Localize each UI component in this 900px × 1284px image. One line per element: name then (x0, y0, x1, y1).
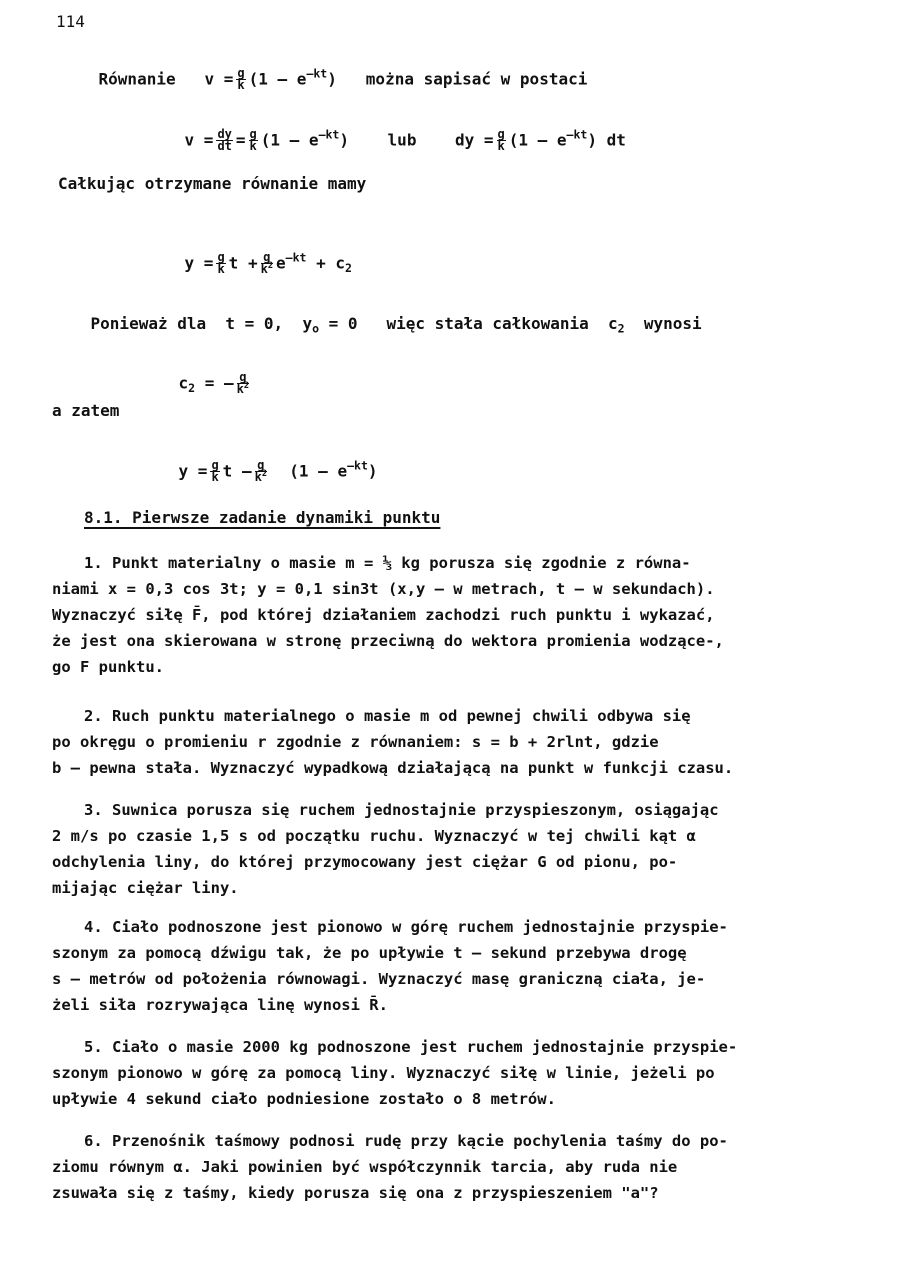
exponent: –kt (318, 127, 340, 142)
eq-paren: (1 – e (248, 69, 307, 89)
eq-t-minus: t – (222, 461, 252, 481)
exponent: –kt (347, 458, 368, 473)
problem-line: 2 m/s po czasie 1,5 s od początku ruchu. Wyznaczyć w tej chwili kąt α (52, 827, 696, 845)
integrating-text: Całkując otrzymane równanie mamy (58, 174, 367, 193)
problem-line: 2. Ruch punktu materialnego o masie m od pewnej chwili odbywa się (84, 707, 691, 725)
eq-paren: (1 – e (508, 130, 567, 150)
problem-line: 3. Suwnica porusza się ruchem jednostajnie przyspieszonym, osiągając (84, 801, 719, 819)
since-text: Ponieważ dla t = 0, y (90, 314, 313, 333)
problem-line: 1. Punkt materialny o masie m = ⅓ kg porusza się zgodnie z równa- (84, 554, 691, 572)
eq-paren: (1 – e (289, 461, 348, 481)
word-lub: lub (387, 130, 417, 150)
problem-line: ziomu równym α. Jaki powinien być współczynnik tarcia, aby ruda nie (52, 1158, 678, 1176)
problem-line: 4. Ciało podnoszone jest pionowo w górę ruchem jednostajnie przyspie- (84, 918, 728, 936)
problem-line: Wyznaczyć siłę F̄, pod której działaniem zachodzi ruch punktu i wykazać, (52, 606, 715, 624)
equation-c2 (140, 356, 252, 412)
therefore-text: a zatem (52, 401, 120, 420)
problem-4 (52, 914, 862, 1018)
eq-paren-close: ) (587, 130, 597, 150)
since-end: wynosi (624, 314, 702, 333)
since-rest: = 0 więc stała całkowania c (319, 314, 618, 333)
intro-suffix: można sapisać w postaci (365, 69, 588, 89)
eq-paren-close: ) (367, 461, 378, 481)
eq-minus: = – (195, 373, 234, 393)
eq-sign: = (235, 130, 246, 150)
fraction-dy-dt: $\frac{dy}{dt}$ (217, 127, 232, 154)
problem-line: niami x = 0,3 cos 3t; y = 0,1 sin3t (x,y – w metrach, t – w sekundach). (52, 580, 715, 598)
eq-v: v = (184, 130, 214, 150)
problem-line: szonym pionowo w górę za pomocą liny. Wyznaczyć siłę w linie, jeżeli po (52, 1064, 715, 1082)
fraction-g-k: $\frac{g}{k}$ (211, 458, 219, 485)
problem-line: szonym za pomocą dźwigu tak, że po upływie t – sekund przebywa drogę (52, 944, 687, 962)
section-title: 8.1. Pierwsze zadanie dynamiki punktu (84, 508, 441, 527)
problem-line: po okręgu o promieniu r zgodnie z równaniem: s = b + 2rlnt, gdzie (52, 733, 659, 751)
subscript: 2 (617, 321, 625, 336)
eq-y: y = (184, 253, 214, 273)
problem-line: że jest ona skierowana w stronę przeciwną do wektora promienia wodzące-, (52, 632, 724, 650)
equation-final (140, 444, 378, 500)
fraction-g-k: $\frac{g}{k}$ (497, 127, 505, 154)
eq-paren: (1 – e (260, 130, 319, 150)
fraction-g-k2: $\frac{g}{k^2}$ (254, 458, 268, 485)
problem-line: odchylenia liny, do której przymocowany jest ciężar G od pionu, po- (52, 853, 678, 871)
equation-intro (60, 52, 587, 108)
problem-line: mijając ciężar liny. (52, 879, 239, 897)
problem-line: żeli siła rozrywająca linę wynosi R̄. (52, 996, 388, 1014)
exponent: –kt (285, 250, 307, 265)
equation-integral (146, 236, 352, 292)
initial-condition (52, 300, 702, 348)
eq-c: c (178, 373, 189, 393)
eq-dt: dt (606, 130, 626, 150)
problem-6 (52, 1128, 862, 1206)
eq-t-plus: t + (228, 253, 258, 273)
equation-derivative (146, 113, 626, 169)
problem-line: s – metrów od położenia równowagi. Wyznaczyć masę graniczną ciała, je- (52, 970, 706, 988)
exponent: –kt (306, 66, 328, 81)
problem-line: b – pewna stała. Wyznaczyć wypadkową działającą na punkt w funkcji czasu. (52, 759, 734, 777)
exponent: –kt (566, 127, 588, 142)
fraction-g-k: $\frac{g}{k}$ (249, 127, 257, 154)
fraction-g-k: $\frac{g}{k}$ (237, 66, 245, 93)
problem-line: zsuwała się z taśmy, kiedy porusza się ona z przyspieszeniem "a"? (52, 1184, 659, 1202)
eq-dy: dy = (454, 130, 494, 150)
problem-line: upływie 4 sekund ciało podniesione zostało o 8 metrów. (52, 1090, 556, 1108)
eq-plus-c: + c (316, 253, 346, 273)
problem-3 (52, 797, 862, 901)
problem-5 (52, 1034, 862, 1112)
fraction-g-k2: $\frac{g}{k^2}$ (260, 250, 274, 277)
fraction-g-k2: $\frac{g}{k^2}$ (236, 370, 250, 397)
problem-line: 6. Przenośnik taśmowy podnosi rudę przy kącie pochylenia taśmy do po- (84, 1132, 728, 1150)
page-number: 114 (56, 12, 85, 31)
subscript: 2 (345, 260, 352, 275)
problem-1 (52, 550, 862, 680)
subscript: o (312, 321, 320, 336)
intro-word: Równanie (98, 69, 176, 89)
eq-y: y = (178, 461, 208, 481)
fraction-g-k: $\frac{g}{k}$ (217, 250, 225, 277)
eq-paren-close: ) (327, 69, 337, 89)
eq-paren-close: ) (339, 130, 350, 150)
eq-e: e (276, 253, 286, 273)
problem-2 (52, 703, 862, 781)
problem-line: go F punktu. (52, 658, 164, 676)
subscript: 2 (188, 380, 196, 395)
problem-line: 5. Ciało o masie 2000 kg podnoszone jest ruchem jednostajnie przyspie- (84, 1038, 738, 1056)
eq-lhs: v = (204, 69, 234, 89)
